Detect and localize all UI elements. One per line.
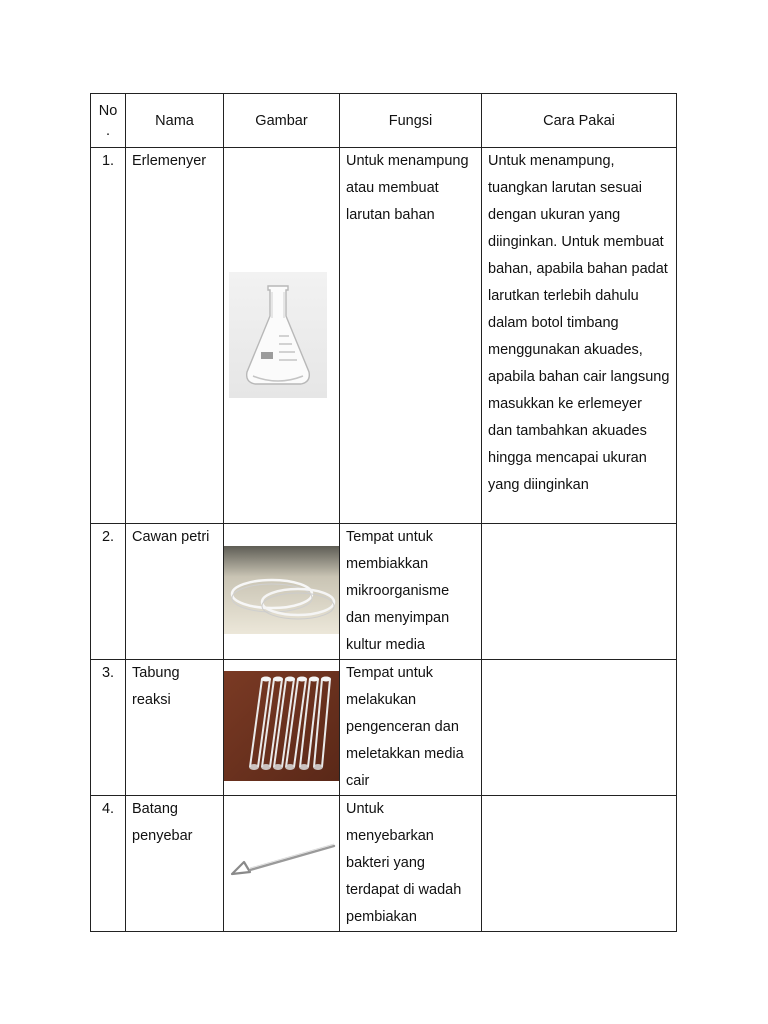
table-row — [91, 796, 677, 932]
equipment-name: Batang penyebar — [126, 796, 224, 932]
spreader-rod-photo — [226, 826, 338, 886]
equipment-image-cell — [224, 796, 340, 932]
petri-dish-photo — [224, 546, 339, 634]
usage-instructions — [482, 524, 677, 660]
usage-instructions: Untuk menampung, tuangkan larutan sesuai dengan ukuran yang diinginkan. Untuk membuat bahan, apabila bahan padat larutkan terlebih dahulu dalam botol timbang menggunakan akuades, apabila bahan cair langsung masukkan ke erlemeyer dan tambahkan akuades hingga mencapai ukuran yang diinginkan — [482, 148, 677, 524]
usage-instructions — [482, 660, 677, 796]
row-number: 1. — [91, 148, 126, 524]
table-row — [91, 660, 677, 796]
equipment-name: Cawan petri — [126, 524, 224, 660]
equipment-function: Untuk menampung atau membuat larutan bahan — [340, 148, 482, 524]
equipment-table — [90, 93, 677, 932]
header-row — [91, 94, 677, 148]
equipment-image-cell — [224, 148, 340, 524]
equipment-image-cell — [224, 524, 340, 660]
header-nama: Nama — [126, 94, 224, 148]
test-tubes-photo — [224, 671, 339, 781]
header-gambar: Gambar — [224, 94, 340, 148]
equipment-function: Tempat untuk membiakkan mikroorganisme dan menyimpan kultur media — [340, 524, 482, 660]
equipment-name: Erlemenyer — [126, 148, 224, 524]
equipment-function: Untuk menyebarkan bakteri yang terdapat di wadah pembiakan — [340, 796, 482, 932]
equipment-image-cell — [224, 660, 340, 796]
table-row — [91, 524, 677, 660]
row-number: 2. — [91, 524, 126, 660]
erlenmeyer-flask-photo — [229, 272, 327, 398]
table-row — [91, 148, 677, 524]
equipment-name: Tabung reaksi — [126, 660, 224, 796]
equipment-function: Tempat untuk melakukan pengenceran dan meletakkan media cair — [340, 660, 482, 796]
header-no: No . — [91, 94, 126, 148]
usage-instructions — [482, 796, 677, 932]
header-cara-pakai: Cara Pakai — [482, 94, 677, 148]
header-fungsi: Fungsi — [340, 94, 482, 148]
row-number: 3. — [91, 660, 126, 796]
row-number: 4. — [91, 796, 126, 932]
